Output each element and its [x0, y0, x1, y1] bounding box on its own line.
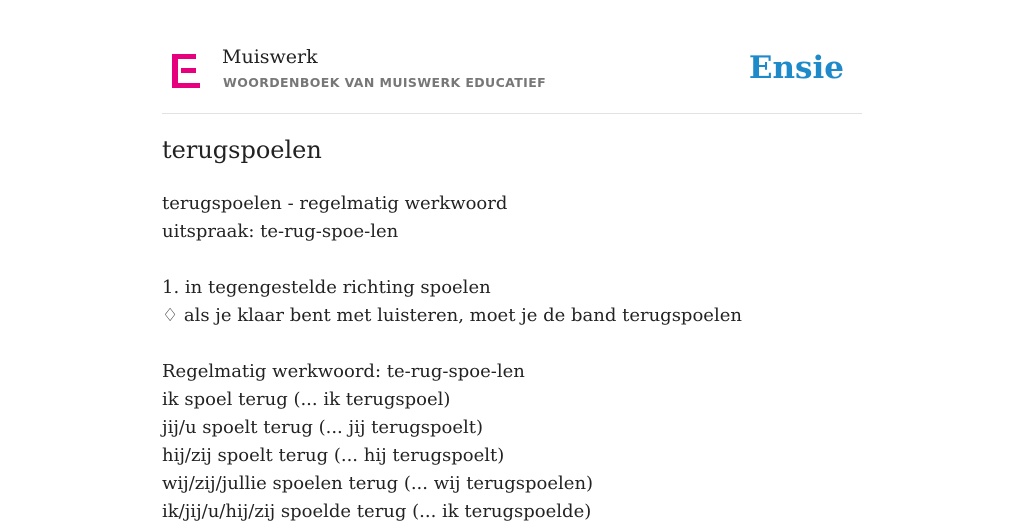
definition-line: Regelmatig werkwoord: te-rug-spoe-len — [162, 361, 525, 382]
definition-line: hij/zij spoelt terug (... hij terugspoelt) — [162, 445, 505, 466]
definition-line — [162, 330, 862, 358]
brand-subtitle: WOORDENBOEK VAN MUISWERK EDUCATIEF — [223, 75, 547, 90]
definition-line: wij/zij/jullie spoelen terug (... wij terugspoelen) — [162, 473, 594, 494]
definition-line: ik spoel terug (... ik terugspoel) — [162, 389, 451, 410]
definition-line: ik/jij/u/hij/zij spoelde terug (... ik terugspoelde) — [162, 501, 592, 522]
definition-line: ♢ als je klaar bent met luisteren, moet je de band terugspoelen — [162, 305, 742, 326]
brand-name-link[interactable]: Muiswerk — [222, 46, 318, 68]
page-container — [162, 0, 862, 522]
definition-line — [162, 246, 862, 274]
entry-title: terugspoelen — [162, 136, 322, 164]
definition-line: uitspraak: te-rug-spoe-len — [162, 221, 399, 242]
ensie-logo-link[interactable]: Ensie — [748, 50, 844, 86]
definition-line: jij/u spoelt terug (... jij terugspoelt) — [162, 417, 484, 438]
entry-definition — [162, 190, 862, 526]
muiswerk-e-logo-icon[interactable] — [172, 54, 200, 88]
site-header — [162, 0, 862, 114]
definition-line: terugspoelen - regelmatig werkwoord — [162, 193, 508, 214]
definition-line: 1. in tegengestelde richting spoelen — [162, 277, 491, 298]
